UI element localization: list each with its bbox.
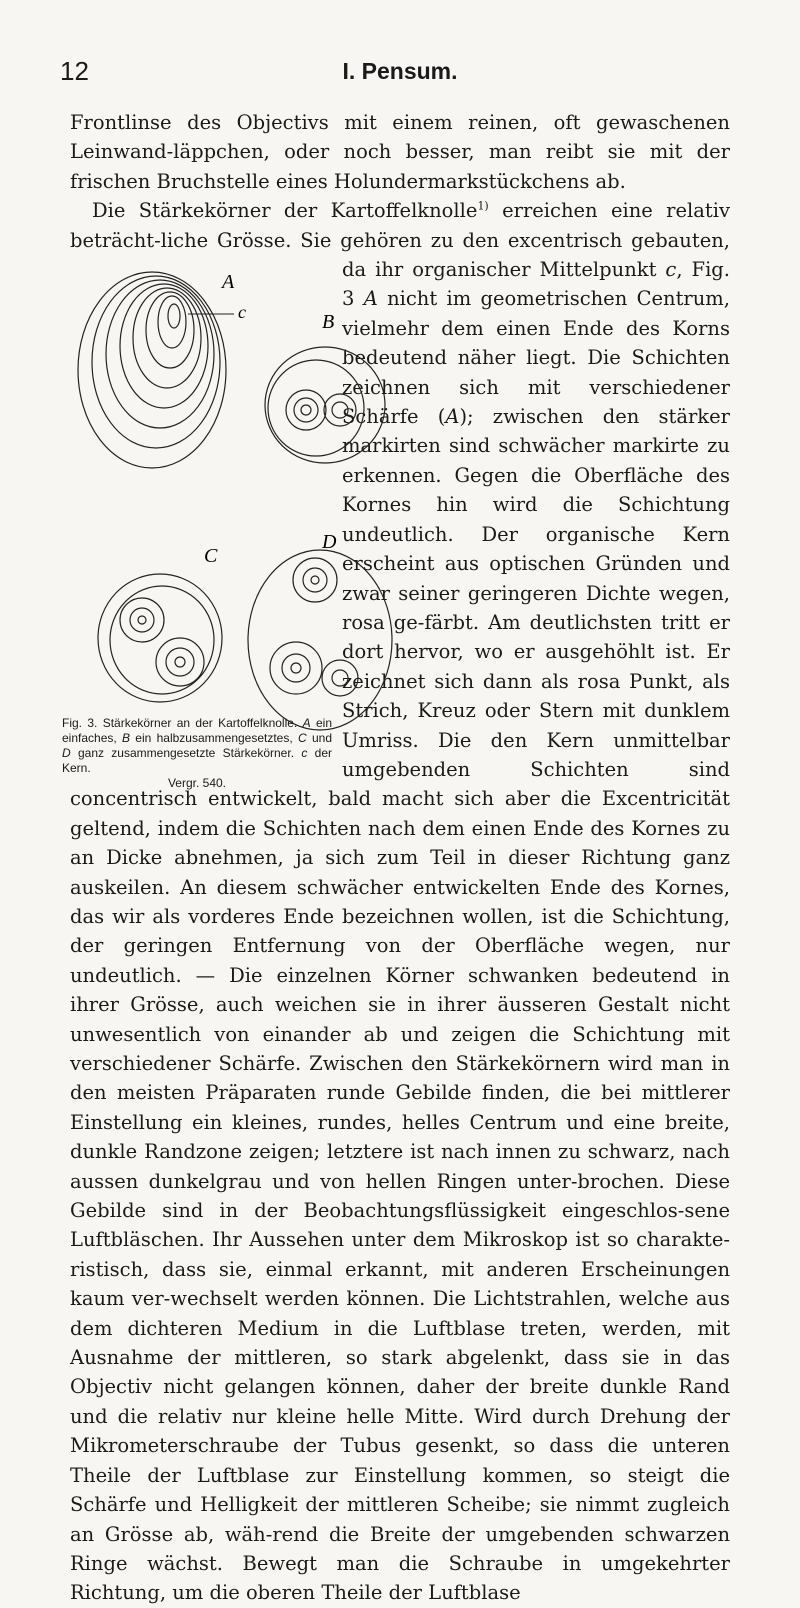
grain-a	[78, 272, 226, 468]
grain-c	[98, 574, 222, 702]
caption-magnification: Vergr. 540.	[167, 776, 227, 790]
figure-caption: Fig. 3. Stärkekörner an der Kartoffelknolle. A ein einfaches, B ein halbzusammengesetztes, C und D ganz zusammengesetzte Stärkekörner. c der Kern. Vergr. 540.	[62, 716, 332, 790]
label-B: B	[322, 311, 335, 333]
running-head: I. Pensum.	[342, 58, 458, 84]
label-C: C	[204, 545, 218, 567]
paragraph-2: Die Stärkekörner der Kartoffelknolle$^{1)}$ erreichen eine relativ beträcht-liche Grösse. Sie gehören zu den excentrisch gebauten, da ihr organischer Mittelpunkt c, Fig. 3 A nicht im geometrischen Centrum, vielmehr dem einen Ende des Korns bedeutend näher liegt. Die Schichten zeichnen sich mit verschiedener Schärfe (A); zwischen den stärker markirten sind schwächer markirte zu erkennen. Gegen die Oberfläche des Kornes hin wird die Schichtung undeutlich. Der organische Kern erscheint aus optischen Gründen und zwar seiner geringeren Dichte wegen, rosa ge-färbt. Am deutlichsten tritt er dort hervor, wo er ausgehöhlt ist. Er zeichnet sich dann als rosa Punkt, als Strich, Kreuz oder Stern mit dunklem Umriss. Die den Kern unmittelbar umgebenden Schichten sind concentrisch entwickelt, bald macht sich aber die Excentricität geltend, indem die Schichten nach dem einen Ende des Kornes zu an Dicke abnehmen, ja sich zum Teil in dieser Richtung ganz auskeilen. An diesem schwächer entwickelten Ende des Kornes, das wir als vorderes Ende bezeichnen wollen, ist die Schichtung, der geringen Entfernung von der Oberfläche wegen, nur undeutlich. — Die einzelnen Körner schwanken bedeutend in ihrer Grösse, auch weichen sie in ihrer äusseren Gestalt nicht unwesentlich von einander ab und zeigen die Schichtung mit verschiedener Schärfe. Zwischen den Stärkekörnern wird man in den meisten Präparaten runde Gebilde finden, die bei mittlerer Einstellung ein kleines, rundes, helles Centrum und eine breite, dunkle Randzone zeigen; letztere ist nach innen zu schwarz, nach aussen dunkelgrau und von hellen Ringen unter-brochen. Diese Gebilde sind in der Beobachtungsflüssigkeit eingeschlos-sene Luftbläschen. Ihr Aussehen unter dem Mikroskop ist so charakte-ristisch, dass sie, einmal erkannt, mit anderen Erscheinungen kaum ver-wechselt werden können. Die Lichtstrahlen, welche aus dem dichteren Medium in die Luftblase treten, werden, mit Ausnahme der mittleren, so stark abgelenkt, dass sie in das Objectiv nicht gelangen können, daher der breite dunkle Rand und die relativ nur kleine helle Mitte. Wird durch Drehung der Mikrometerschraube der Tubus gesenkt, so dass die unteren Theile der Luftblase zur Einstellung kommen, so steigt die Schärfe und Helligkeit der mittleren Scheibe; sie nimmt zugleich an Grösse ab, wäh-rend die Breite der umgebenden schwarzen Ringe wächst. Bewegt man die Schraube in umgekehrter Richtung, um die oberen Theile der Luftblase	[70, 199, 730, 1605]
paragraph-1: Frontlinse des Objectivs mit einem reinen, oft gewaschenen Leinwand-läppchen, oder noch besser, man reibt sie mit der frischen Bruchstelle eines Holundermarkstückchens ab.	[70, 111, 730, 193]
page-number: 12	[60, 56, 89, 86]
page-header	[60, 56, 740, 96]
label-A: A	[222, 271, 235, 293]
starch-grains-illustration	[70, 270, 337, 740]
label-c: c	[238, 302, 246, 322]
label-D: D	[322, 531, 337, 553]
footnote-ref[interactable]: 1)	[477, 199, 489, 213]
